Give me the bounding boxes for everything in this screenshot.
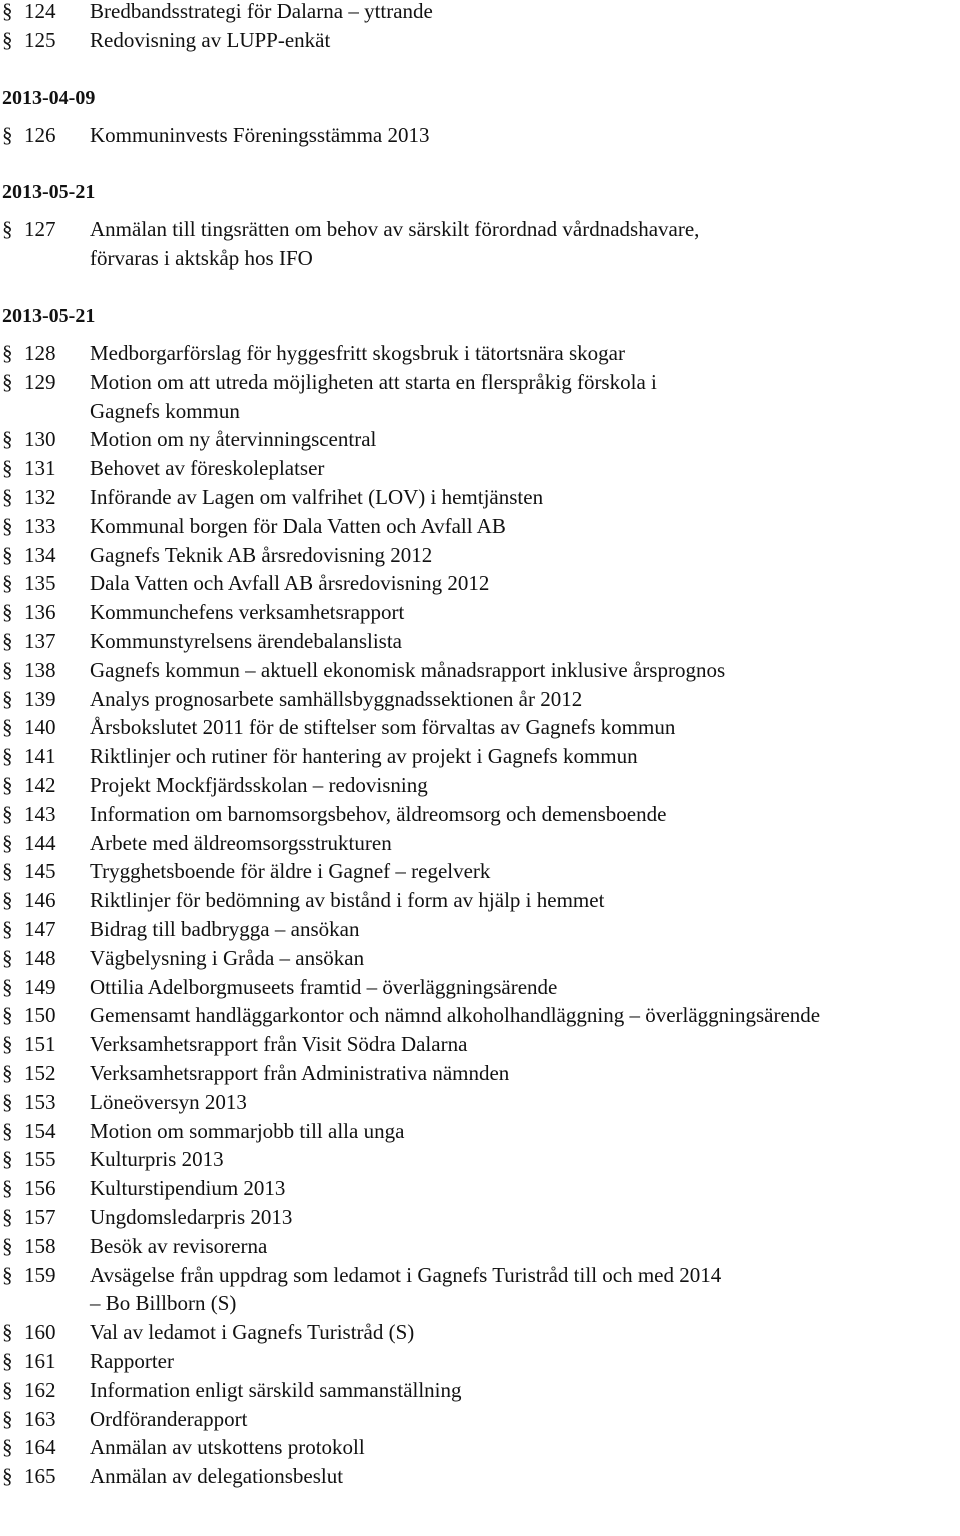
agenda-item-title-continued: förvaras i aktskåp hos IFO [90,246,313,271]
agenda-item-number: 159 [24,1262,56,1287]
agenda-item-number: 139 [24,686,56,711]
agenda-item-number: 129 [24,369,56,394]
section-mark-icon: § [2,369,13,394]
section-date-heading: 2013-05-21 [2,181,96,204]
agenda-item-title: Ottilia Adelborgmuseets framtid – överläggningsärende [90,974,558,999]
agenda-item [0,541,960,569]
section-mark-icon: § [2,571,13,596]
section-mark-icon: § [2,513,13,538]
agenda-item [0,1376,960,1404]
agenda-item-title: Gagnefs kommun – aktuell ekonomisk månadsrapport inklusive årsprognos [90,657,726,682]
agenda-item-title: Motion om att utreda möjligheten att starta en flerspråkig förskola i [90,369,657,394]
agenda-item-number: 142 [24,773,56,797]
section-mark-icon: § [2,1435,13,1460]
agenda-item-title: Information enligt särskild sammanställning [90,1377,462,1402]
section-mark-icon: § [2,485,13,509]
agenda-item-title: Medborgarförslag för hyggesfritt skogsbruk i tätortsnära skogar [90,341,625,365]
section-mark-icon: § [2,27,13,52]
agenda-item-title: Trygghetsboende för äldre i Gagnef – regelverk [90,859,491,884]
section-mark-icon: § [2,1406,13,1431]
agenda-item [0,454,960,482]
agenda-item [0,215,960,243]
agenda-item [0,598,960,626]
agenda-item-number: 150 [24,1003,56,1028]
agenda-item [0,886,960,914]
agenda-item [0,1405,960,1433]
agenda-item [0,1117,960,1145]
section-mark-icon: § [2,917,13,941]
agenda-item-title: Riktlinjer och rutiner för hantering av projekt i Gagnefs kommun [90,744,638,769]
agenda-item [0,569,960,597]
section-mark-icon: § [2,830,13,855]
agenda-item-number: 151 [24,1032,56,1057]
agenda-item [0,1203,960,1231]
agenda-item-title: Kommuninvests Föreningsstämma 2013 [90,122,430,147]
agenda-item-number: 141 [24,744,56,769]
agenda-item-title: Gagnefs Teknik AB årsredovisning 2012 [90,542,433,567]
section-mark-icon: § [2,1233,13,1258]
agenda-item-title: Motion om ny återvinningscentral [90,427,377,452]
agenda-item-number: 149 [24,974,56,999]
agenda-item [0,771,960,799]
section-mark-icon: § [2,1320,13,1345]
agenda-item-title: Årsbokslutet 2011 för de stiftelser som förvaltas av Gagnefs kommun [90,715,676,740]
agenda-item-number: 156 [24,1176,56,1201]
agenda-item-title: Ungdomsledarpris 2013 [90,1205,293,1229]
agenda-item-number: 165 [24,1464,56,1489]
agenda-item [0,1145,960,1173]
agenda-item-number: 164 [24,1435,56,1460]
agenda-item [0,26,960,54]
agenda-item-number: 134 [24,542,56,567]
section-mark-icon: § [2,744,13,769]
agenda-item-title: Besök av revisorerna [90,1233,268,1258]
agenda-item-title: Kulturstipendium 2013 [90,1176,286,1201]
section-mark-icon: § [2,1262,13,1287]
agenda-item [0,944,960,972]
agenda-item [0,339,960,367]
agenda-item-number: 128 [24,341,56,365]
agenda-item [0,425,960,453]
agenda-item-title: Kommunchefens verksamhetsrapport [90,600,405,625]
agenda-item-number: 140 [24,715,56,740]
agenda-item [0,973,960,1001]
section-mark-icon: § [2,122,13,147]
section-mark-icon: § [2,1003,13,1028]
agenda-item-title: Behovet av föreskoleplatser [90,456,325,481]
agenda-item [0,656,960,684]
section-date-heading: 2013-04-09 [2,86,96,109]
agenda-item-number: 138 [24,657,56,682]
agenda-item [0,857,960,885]
agenda-item [0,1347,960,1375]
agenda-item-title: Införande av Lagen om valfrihet (LOV) i hemtjänsten [90,485,544,509]
agenda-item [0,742,960,770]
agenda-item-title: Rapporter [90,1349,174,1373]
agenda-item-title: Verksamhetsrapport från Visit Södra Dalarna [90,1032,468,1057]
section-mark-icon: § [2,945,13,970]
agenda-item [0,1318,960,1346]
agenda-item [0,483,960,511]
section-mark-icon: § [2,629,13,653]
agenda-item-number: 143 [24,801,56,826]
agenda-item-number: 127 [24,217,56,242]
agenda-item-number: 148 [24,945,56,970]
agenda-item-title: Analys prognosarbete samhällsbyggnadssektionen år 2012 [90,686,583,711]
agenda-item [0,713,960,741]
agenda-item-number: 133 [24,513,56,538]
agenda-item-title-continued: Gagnefs kommun [90,398,240,423]
section-mark-icon: § [2,1464,13,1489]
agenda-item-title: Projekt Mockfjärdsskolan – redovisning [90,773,428,797]
section-mark-icon: § [2,456,13,481]
agenda-item-title: Kulturpris 2013 [90,1147,224,1172]
agenda-item [0,368,960,396]
section-mark-icon: § [2,1147,13,1172]
agenda-item [0,627,960,655]
agenda-item-number: 136 [24,600,56,625]
agenda-item-continuation [0,244,960,272]
section-mark-icon: § [2,773,13,797]
section-mark-icon: § [2,217,13,242]
agenda-item [0,1462,960,1490]
agenda-item-number: 155 [24,1147,56,1172]
agenda-item [0,1433,960,1461]
section-mark-icon: § [2,1089,13,1114]
agenda-item-number: 160 [24,1320,56,1345]
agenda-item-title: Riktlinjer för bedömning av bistånd i form av hjälp i hemmet [90,888,605,913]
section-mark-icon: § [2,686,13,711]
section-mark-icon: § [2,1349,13,1373]
section-mark-icon: § [2,657,13,682]
section-mark-icon: § [2,600,13,625]
agenda-item [0,512,960,540]
agenda-item-title: Anmälan av utskottens protokoll [90,1435,365,1460]
agenda-item-number: 154 [24,1118,56,1143]
agenda-item-number: 161 [24,1349,56,1373]
agenda-item-title: Vägbelysning i Gråda – ansökan [90,945,365,970]
agenda-item-title: Ordföranderapport [90,1406,248,1431]
agenda-item-number: 126 [24,122,56,147]
agenda-item-number: 146 [24,888,56,913]
section-mark-icon: § [2,1377,13,1402]
agenda-item [0,121,960,149]
agenda-item [0,1030,960,1058]
section-mark-icon: § [2,1061,13,1085]
agenda-item-number: 125 [24,27,56,52]
agenda-item [0,1174,960,1202]
agenda-item-title: Löneöversyn 2013 [90,1089,247,1114]
agenda-item-title: Information om barnomsorgsbehov, äldreomsorg och demensboende [90,801,667,826]
section-mark-icon: § [2,888,13,913]
section-mark-icon: § [2,974,13,999]
agenda-item-title: Verksamhetsrapport från Administrativa nämnden [90,1061,510,1085]
section-mark-icon: § [2,1118,13,1143]
agenda-item-number: 145 [24,859,56,884]
agenda-item-title: Avsägelse från uppdrag som ledamot i Gagnefs Turistråd till och med 2014 [90,1262,722,1287]
agenda-item-number: 131 [24,456,56,481]
agenda-item [0,1232,960,1260]
agenda-item-title-continued: – Bo Billborn (S) [90,1291,237,1316]
section-mark-icon: § [2,859,13,884]
agenda-item-number: 163 [24,1406,56,1431]
agenda-item-title: Val av ledamot i Gagnefs Turistråd (S) [90,1320,415,1345]
agenda-item-number: 124 [24,0,56,23]
agenda-item-title: Bidrag till badbrygga – ansökan [90,917,360,941]
agenda-item-title: Gemensamt handläggarkontor och nämnd alkoholhandläggning – överläggningsärende [90,1003,821,1028]
agenda-item [0,829,960,857]
section-mark-icon: § [2,341,13,365]
section-mark-icon: § [2,542,13,567]
agenda-item-number: 153 [24,1089,56,1114]
agenda-item-title: Kommunstyrelsens ärendebalanslista [90,629,403,653]
agenda-item-title: Anmälan till tingsrätten om behov av särskilt förordnad vårdnadshavare, [90,217,700,242]
agenda-item [0,1059,960,1087]
agenda-item-number: 135 [24,571,56,596]
agenda-item-title: Dala Vatten och Avfall AB årsredovisning 2012 [90,571,490,596]
agenda-item [0,685,960,713]
agenda-item-number: 158 [24,1233,56,1258]
agenda-item-number: 132 [24,485,56,509]
agenda-item-number: 137 [24,629,56,653]
section-mark-icon: § [2,1205,13,1229]
agenda-item-title: Motion om sommarjobb till alla unga [90,1118,405,1143]
agenda-item [0,0,960,25]
agenda-item-title: Bredbandsstrategi för Dalarna – yttrande [90,0,433,23]
agenda-item [0,915,960,943]
agenda-item [0,800,960,828]
agenda-item-number: 152 [24,1061,56,1085]
agenda-item-number: 147 [24,917,56,941]
section-mark-icon: § [2,0,13,23]
agenda-item-title: Arbete med äldreomsorgsstrukturen [90,830,392,855]
agenda-item-number: 144 [24,830,56,855]
agenda-item-number: 130 [24,427,56,452]
agenda-item-title: Anmälan av delegationsbeslut [90,1464,344,1489]
section-mark-icon: § [2,1176,13,1201]
agenda-item-title: Kommunal borgen för Dala Vatten och Avfall AB [90,513,506,538]
agenda-item-number: 162 [24,1377,56,1402]
agenda-item [0,1261,960,1289]
agenda-item-continuation [0,1289,960,1317]
section-mark-icon: § [2,801,13,826]
agenda-item-number: 157 [24,1205,56,1229]
section-mark-icon: § [2,1032,13,1057]
section-mark-icon: § [2,427,13,452]
agenda-item [0,1088,960,1116]
agenda-item-title: Redovisning av LUPP-enkät [90,27,331,52]
section-mark-icon: § [2,715,13,740]
agenda-item [0,1001,960,1029]
agenda-item-continuation [0,397,960,425]
section-date-heading: 2013-05-21 [2,305,96,327]
